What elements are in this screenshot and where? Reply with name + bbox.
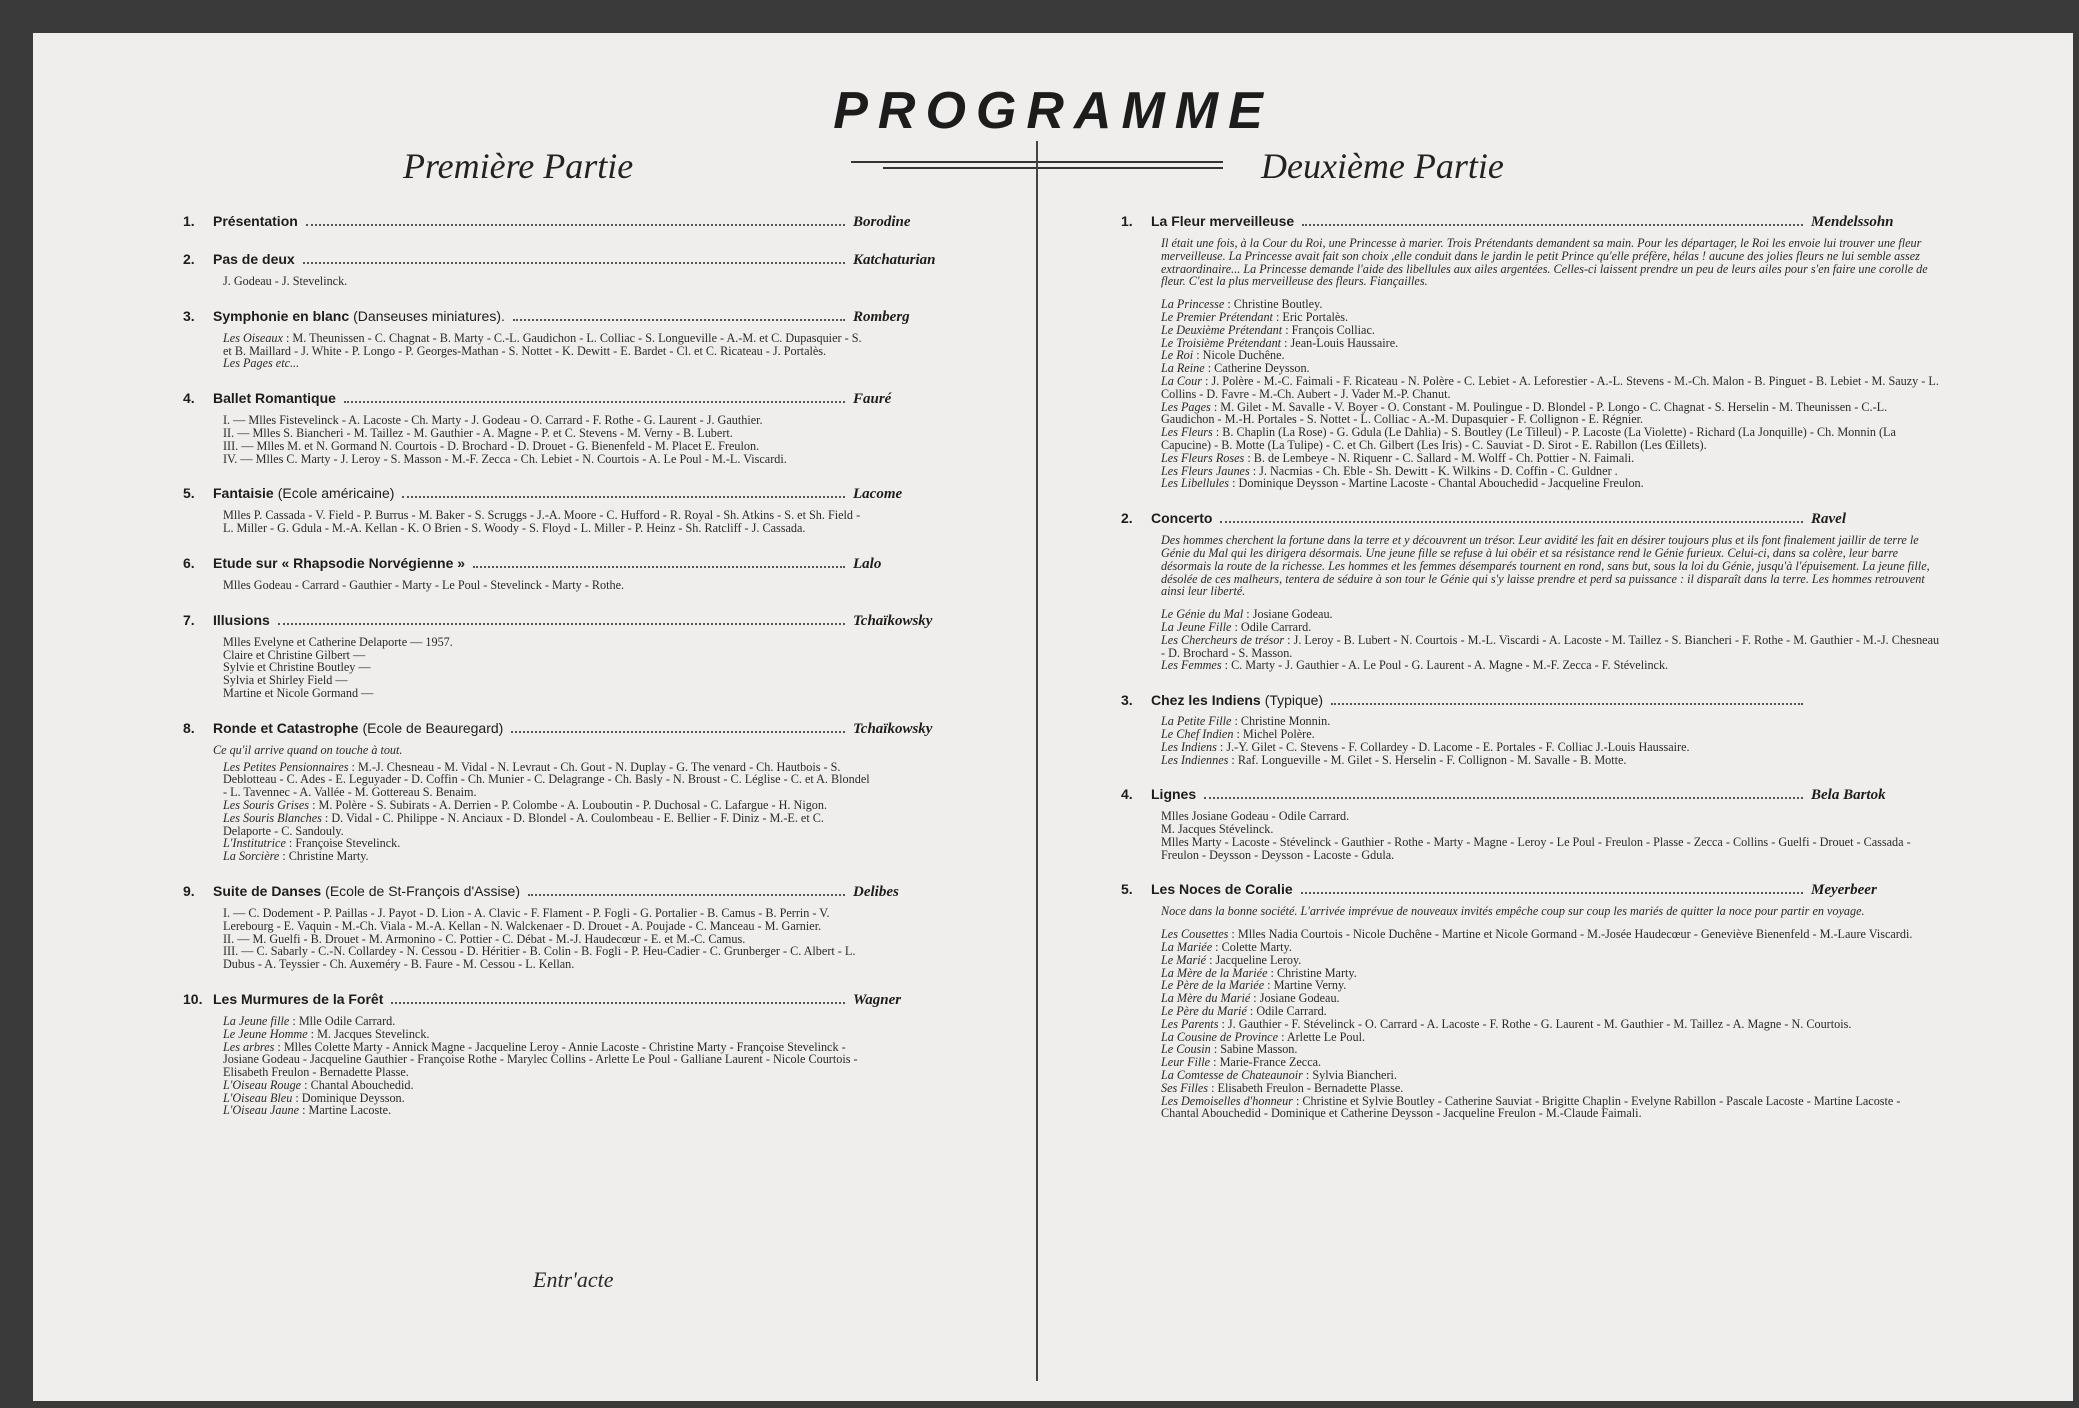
- cast-line: [223, 945, 873, 971]
- item-subtitle: (Ecole de St-François d'Assise): [325, 882, 521, 899]
- cast-names: III. — C. Sabarly - C.-N. Collardey - N. Cessou - D. Héritier - B. Colin - B. Fogli - P. Heu-Cadier - C. Grunberger - C. Albert - L. Dubus - A. Teyssier - Ch. Auxeméry - B. Faure - M. Cessou - L. Kellan.: [223, 944, 856, 972]
- cast-names: : Jacqueline Leroy.: [1206, 952, 1302, 967]
- item-header: [183, 213, 983, 231]
- leader-dots: [528, 894, 845, 896]
- item-composer: Wagner: [853, 991, 902, 1008]
- item-number: 9.: [183, 882, 195, 899]
- cast-names: : D. Vidal - C. Philippe - N. Anciaux - D. Blondel - A. Coulombeau - E. Bellier - F. Diniz - M.-E. et C. Delaporte - C. Sandouly.: [223, 810, 824, 838]
- programme-item: [183, 251, 983, 288]
- cast-names: Claire et Christine Gilbert —: [223, 647, 366, 662]
- cast-names: : Raf. Longueville - M. Gilet - S. Herselin - F. Collignon - M. Savalle - B. Motte.: [1228, 752, 1627, 767]
- programme-item: [183, 308, 983, 370]
- leader-dots: [391, 1002, 845, 1004]
- item-number: 3.: [183, 307, 195, 324]
- item-body: [223, 509, 873, 535]
- cast-role: Les Libellules: [1161, 476, 1230, 491]
- cast-role: La Mère du Marié: [1161, 991, 1251, 1006]
- cast-role: Les Parents: [1161, 1016, 1219, 1031]
- cast-role: Les Chercheurs de trésor: [1161, 632, 1285, 647]
- item-body: [223, 636, 873, 700]
- cast-role: Les Indiennes: [1161, 752, 1229, 767]
- cast-line: [1161, 659, 1941, 672]
- cast-names: : Marie-France Zecca.: [1210, 1055, 1322, 1070]
- cast-role: Le Chef Indien: [1161, 726, 1234, 741]
- item-number: 4.: [1121, 786, 1133, 803]
- item-title: Chez les Indiens: [1151, 692, 1261, 709]
- cast-names: : Mlle Odile Carrard.: [289, 1013, 396, 1028]
- programme-item: [183, 485, 983, 535]
- cast-names: M. Jacques Stévelinck.: [1161, 822, 1274, 837]
- item-title: Etude sur « Rhapsodie Norvégienne »: [213, 554, 466, 571]
- cast-names: : Christine Boutley.: [1224, 297, 1323, 312]
- cast-role: Les Petites Pensionnaires: [223, 759, 349, 774]
- cast-role: Leur Fille: [1161, 1055, 1211, 1070]
- cast-names: : Dominique Deysson.: [292, 1090, 405, 1105]
- programme-item: [1121, 881, 1941, 1120]
- cast-names: : Françoise Stevelinck.: [285, 836, 401, 851]
- cast-role: La Jeune fille: [223, 1013, 290, 1028]
- item-header: [183, 555, 983, 573]
- cast-line: [1161, 754, 1941, 767]
- item-number: 3.: [1121, 692, 1133, 709]
- cast-role: Le Génie du Mal: [1161, 607, 1244, 622]
- item-number: 10.: [183, 990, 203, 1007]
- cast-line: [223, 907, 873, 933]
- cast-line: [223, 687, 873, 700]
- cast-role: La Sorcière: [223, 849, 280, 864]
- item-composer: Romberg: [853, 308, 910, 325]
- cast-role: La Cour: [1161, 373, 1202, 388]
- premiere-partie-heading: Première Partie: [403, 146, 634, 186]
- programme-item: [183, 390, 983, 465]
- cast-names: : M. Theunissen - C. Chagnat - B. Marty - C.-L. Gaudichon - L. Colliac - S. Longueville - A.-M. et C. Dupasquier - S. et B. Maillard - J. White - P. Longo - P. Georges-Mathan - S. Nottet - K. Dewitt - E. Bardet - Cl. et C. Ricateau - J. Portalès.: [223, 330, 862, 358]
- item-header: [183, 251, 983, 269]
- cast-role: Le Deuxième Prétendant: [1161, 322, 1283, 337]
- programme-item: [1121, 510, 1941, 672]
- cast-names: : Nicole Duchêne.: [1193, 348, 1285, 363]
- item-body: [1161, 810, 1941, 861]
- item-subtitle: (Typique): [1264, 692, 1324, 709]
- cast-role: Le Roi: [1161, 348, 1194, 363]
- item-header: [183, 612, 983, 630]
- cast-names: Mlles Marty - Lacoste - Stévelinck - Gauthier - Rothe - Marty - Magne - Leroy - Le Poul - Freulon - Plasse - Zecca - Collins - Guelfi - Drouet - Cassada - Freulon - Deysson - Deysson - Lacoste - Gdula.: [1161, 834, 1911, 862]
- deuxieme-partie-items: [1121, 213, 1941, 1120]
- cast-names: Mlles P. Cassada - V. Field - P. Burrus - M. Baker - S. Scruggs - J.-A. Moore - C. Hufford - R. Royal - Sh. Atkins - S. et Sh. Field - L. Miller - G. Gdula - M.-A. Kellan - K. O Brien - S. Woody - S. Floyd - L. Miller - P. Heinz - Sh. Ratcliff - J. Cassada.: [223, 508, 861, 536]
- cast-names: : M. Polère - S. Subirats - A. Derrien - P. Colombe - A. Louboutin - P. Duchosal - C. Lafargue - H. Nigon.: [309, 797, 828, 812]
- cast-role: Le Jeune Homme: [223, 1026, 308, 1041]
- cast-line: [1161, 401, 1941, 427]
- cast-role: Les Cousettes: [1161, 927, 1229, 942]
- item-composer: Fauré: [853, 391, 892, 408]
- item-title: Ballet Romantique: [213, 390, 336, 407]
- leader-dots: [1301, 892, 1803, 894]
- item-title: La Fleur merveilleuse: [1151, 213, 1295, 229]
- column-divider: [1036, 141, 1038, 1381]
- cast-names: : J. Polère - M.-C. Faimali - F. Ricateau - N. Polère - C. Lebiet - A. Leforestier - A.-L. Stevens - M.-Ch. Malon - B. Pinguet - B. Lebiet - M. Sauzy - L. Collins - D. Favre - M.-Ch. Aubert - J. Vader M.-P. Chanut.: [1161, 373, 1939, 401]
- cast-line: [1161, 1095, 1941, 1121]
- cast-names: : Catherine Deysson.: [1204, 361, 1310, 376]
- item-title: Présentation: [213, 213, 298, 229]
- item-body: [223, 332, 873, 370]
- cast-line: [1161, 836, 1941, 862]
- item-number: 8.: [183, 719, 195, 736]
- cast-role: L'Institutrice: [223, 836, 286, 851]
- deuxieme-partie-heading: Deuxième Partie: [1261, 146, 1504, 186]
- cast-line: [223, 453, 873, 466]
- item-body: [223, 414, 873, 465]
- item-title: Symphonie en blanc: [213, 307, 350, 324]
- item-subtitle: (Ecole américaine): [277, 485, 395, 502]
- cast-names: : Eric Portalès.: [1272, 309, 1349, 324]
- cast-role: La Mère de la Mariée: [1161, 965, 1268, 980]
- item-body: [213, 742, 873, 864]
- item-composer: Delibes: [853, 883, 899, 900]
- programme-item: [183, 991, 983, 1117]
- item-composer: Tchaïkowsky: [853, 720, 933, 737]
- cast-names: : Odile Carrard.: [1246, 1004, 1327, 1019]
- cast-role: Le Père du Marié: [1161, 1004, 1247, 1019]
- cast-role: La Cousine de Province: [1161, 1029, 1279, 1044]
- cast-role: Le Père de la Mariée: [1161, 978, 1265, 993]
- item-composer: Lalo: [853, 555, 882, 572]
- item-header: [1121, 213, 1941, 231]
- item-title: Suite de Danses: [213, 882, 322, 899]
- cast-names: : M. Jacques Stevelinck.: [307, 1026, 430, 1041]
- cast-role: La Petite Fille: [1161, 714, 1232, 729]
- cast-names: : Jean-Louis Haussaire.: [1281, 335, 1399, 350]
- item-header: [1121, 510, 1941, 528]
- cast-role: La Reine: [1161, 361, 1205, 376]
- cast-names: III. — Mlles M. et N. Gormand N. Courtois - D. Brochard - D. Drouet - G. Bienenfeld - M. Placet E. Freulon.: [223, 438, 760, 453]
- item-body: [1161, 534, 1941, 672]
- item-body: [223, 579, 873, 592]
- cast-role: La Comtesse de Chateaunoir: [1161, 1068, 1303, 1083]
- cast-names: : Martine Lacoste.: [299, 1103, 392, 1118]
- cast-role: Les Souris Blanches: [223, 810, 322, 825]
- cast-line: [223, 761, 873, 799]
- cast-role: Le Cousin: [1161, 1042, 1211, 1057]
- item-composer: Tchaïkowsky: [853, 612, 933, 629]
- cast-names: : Mlles Nadia Courtois - Nicole Duchêne - Martine et Nicole Gormand - M.-Josée Haudecœur - Geneviève Bienenfeld - M.-Laure Viscardi.: [1228, 927, 1913, 942]
- item-body: [223, 1015, 873, 1117]
- cast-role: Les Fleurs Jaunes: [1161, 463, 1250, 478]
- cast-role: L'Oiseau Bleu: [223, 1090, 293, 1105]
- item-number: 2.: [183, 251, 195, 267]
- cast-names: II. — M. Guelfi - B. Drouet - M. Armonino - C. Pottier - C. Débat - M.-J. Haudecœur - E. et M.-C. Camus.: [223, 931, 746, 946]
- programme-item: [183, 883, 983, 971]
- cast-line: [223, 850, 873, 863]
- cast-names: Mlles Godeau - Carrard - Gauthier - Marty - Le Poul - Stevelinck - Marty - Rothe.: [223, 577, 625, 592]
- programme-item: [183, 720, 983, 863]
- cast-role: Le Marié: [1161, 952, 1207, 967]
- cast-role: Les Indiens: [1161, 739, 1217, 754]
- item-title: Pas de deux: [213, 251, 295, 267]
- item-title: Fantaisie: [213, 485, 274, 502]
- leader-dots: [1220, 521, 1803, 523]
- item-composer: Katchaturian: [853, 252, 936, 268]
- item-subtitle: (Danseuses miniatures).: [353, 307, 505, 324]
- cast-role: Les Pages etc...: [223, 356, 300, 371]
- cast-names: : J. Nacmias - Ch. Eble - Sh. Dewitt - K. Wilkins - D. Coffin - C. Guldner .: [1249, 463, 1618, 478]
- item-composer: Lacome: [853, 486, 903, 503]
- item-body: [1161, 715, 1941, 766]
- cast-role: Le Troisième Prétendant: [1161, 335, 1282, 350]
- cast-line: [1161, 375, 1941, 401]
- cast-names: I. — Mlles Fistevelinck - A. Lacoste - Ch. Marty - J. Godeau - O. Carrard - F. Rothe - G. Laurent - J. Gauthier.: [223, 413, 763, 428]
- cast-line: [1161, 426, 1941, 452]
- cast-names: : Odile Carrard.: [1231, 619, 1312, 634]
- programme-item: [1121, 692, 1941, 766]
- item-header: [183, 390, 983, 408]
- programme-item: [183, 213, 983, 231]
- cast-names: : Christine Marty.: [1267, 965, 1357, 980]
- cast-role: La Mariée: [1161, 940, 1213, 955]
- cast-names: : Martine Verny.: [1264, 978, 1347, 993]
- cast-names: : Mlles Colette Marty - Annick Magne - Jacqueline Leroy - Annie Lacoste - Christine Marty - Françoise Stevelinck - Josiane Godeau - Jacqueline Gauthier - Françoise Rothe - Marylec Collins - Arlette Le Poul - Galliane Laurent - Nicole Courtois - Elisabeth Freulon - Bernadette Plasse.: [223, 1039, 858, 1080]
- item-header: [183, 720, 983, 738]
- cast-names: : Christine Marty.: [279, 849, 369, 864]
- programme-item: [183, 612, 983, 700]
- cast-names: IV. — Mlles C. Marty - J. Leroy - S. Masson - M.-F. Zecca - Ch. Lebiet - N. Courtois - A. Le Poul - M.-L. Viscardi.: [223, 451, 787, 466]
- cast-role: Les arbres: [223, 1039, 275, 1054]
- entracte-label: Entr'acte: [533, 1267, 614, 1292]
- programme-title: PROGRAMME: [833, 82, 1273, 140]
- item-header: [1121, 692, 1941, 709]
- cast-names: : M. Gilet - M. Savalle - V. Boyer - O. Constant - M. Poulingue - D. Blondel - P. Longo - C. Chagnat - S. Herselin - M. Theunissen - C.-L. Gaudichon - M.-H. Portales - S. Nottet - L. Colliac - A.-M. Dupasquier - F. Collignon - E. Régnier.: [1161, 399, 1888, 427]
- cast-names: : Josiane Godeau.: [1250, 991, 1340, 1006]
- cast-names: J. Godeau - J. Stevelinck.: [223, 274, 348, 288]
- cast-line: [223, 332, 873, 358]
- item-title: Les Noces de Coralie: [1151, 881, 1293, 898]
- leader-dots: [278, 623, 845, 625]
- programme-item: [1121, 786, 1941, 861]
- item-note: Ce qu'il arrive quand on touche à tout.: [213, 742, 403, 757]
- leader-dots: [1331, 703, 1803, 705]
- leader-dots: [402, 496, 845, 498]
- item-synopsis: Il était une fois, à la Cour du Roi, une Princesse à marier. Trois Prétendants demandent sa main. Pour les départager, le Roi les envoie lui trouver une fleur merveilleuse. La Princesse avait fait son choix ,elle conduit dans le jardin le petit Prince qu'elle préfère, hélas ! aucune des jolies fleurs ne lui semble assez extraordinaire... La Princesse demande l'aide des libellules aux ailes argentées. Celles-ci laissent prendre un peu de leurs ailes pour s'en faire une corolle de fleur. C'est la plus merveilleuse des fleurs. Fiançailles.: [1161, 236, 1928, 289]
- deuxieme-partie-column: [1121, 145, 1941, 1140]
- cast-names: : Christine et Sylvie Boutley - Catherine Sauviat - Brigitte Chaplin - Evelyne Rabillon - Pascale Lacoste - Martine Lacoste - Chantal Abouchedid - Dominique et Catherine Deysson - Jacqueline Freulon - M.-Claude Faimali.: [1161, 1093, 1901, 1121]
- cast-role: Le Premier Prétendant: [1161, 309, 1273, 324]
- cast-names: : B. de Lembeye - N. Riquenr - C. Sallard - M. Wolff - Ch. Pottier - N. Faimali.: [1244, 450, 1635, 465]
- premiere-partie-items: [183, 213, 983, 1117]
- item-header: [183, 991, 983, 1009]
- cast-names: : J. Gauthier - F. Stévelinck - O. Carrard - A. Lacoste - F. Rothe - G. Laurent - M. Gauthier - M. Taillez - A. Magne - N. Courtois.: [1218, 1016, 1852, 1031]
- programme-item: [183, 555, 983, 592]
- programme-sheet: [33, 33, 2073, 1401]
- cast-line: [223, 1041, 873, 1079]
- cast-names: : Colette Marty.: [1212, 940, 1292, 955]
- cast-role: Ses Filles: [1161, 1080, 1209, 1095]
- programme-item: [1121, 213, 1941, 490]
- item-body: [1161, 905, 1941, 1120]
- cast-names: Martine et Nicole Gormand —: [223, 685, 374, 700]
- item-composer: Meyerbeer: [1811, 882, 1877, 899]
- cast-line: [223, 357, 873, 370]
- cast-role: Les Souris Grises: [223, 797, 310, 812]
- cast-names: : Christine Monnin.: [1231, 714, 1331, 729]
- cast-names: : M.-J. Chesneau - M. Vidal - N. Levraut - Ch. Gout - N. Duplay - G. The venard - Ch. Hautbois - S. Deblotteau - C. Ades - E. Leguyader - D. Coffin - Ch. Munier - C. Delagrange - Ch. Basly - N. Broust - C. Léglise - C. et A. Blondel - L. Tavennec - A. Vallée - M. Gottereau S. Benaim.: [223, 759, 870, 800]
- leader-dots: [1302, 224, 1803, 226]
- cast-line: [1161, 477, 1941, 490]
- cast-role: Les Fleurs Roses: [1161, 450, 1245, 465]
- cast-role: Les Demoiselles d'honneur: [1161, 1093, 1293, 1108]
- item-composer: Ravel: [1811, 511, 1846, 528]
- item-composer: Borodine: [853, 214, 911, 230]
- item-number: 6.: [183, 554, 195, 571]
- leader-dots: [473, 566, 845, 568]
- item-body: [223, 275, 873, 288]
- leader-dots: [513, 319, 845, 321]
- item-header: [1121, 881, 1941, 899]
- cast-names: Mlles Josiane Godeau - Odile Carrard.: [1161, 809, 1350, 824]
- cast-names: Sylvie et Christine Boutley —: [223, 660, 371, 675]
- item-number: 5.: [1121, 881, 1133, 898]
- item-number: 1.: [1121, 213, 1133, 229]
- item-title: Concerto: [1151, 510, 1213, 527]
- item-body: [223, 907, 873, 971]
- cast-names: : Dominique Deysson - Martine Lacoste - Chantal Abouchedid - Jacqueline Freulon.: [1229, 476, 1644, 491]
- item-number: 2.: [1121, 510, 1133, 527]
- item-title: Lignes: [1151, 786, 1197, 803]
- item-number: 4.: [183, 390, 195, 407]
- cast-names: : C. Marty - J. Gauthier - A. Le Poul - G. Laurent - A. Magne - M.-F. Zecca - F. Stévelinck.: [1221, 658, 1669, 673]
- item-synopsis: Noce dans la bonne société. L'arrivée imprévue de nouveaux invités empêche coup sur coup les mariés de quitter la noce pour partir en voyage.: [1161, 904, 1865, 919]
- item-header: [1121, 786, 1941, 804]
- cast-line: [1161, 810, 1941, 823]
- leader-dots: [306, 224, 845, 226]
- cast-names: Sylvia et Shirley Field —: [223, 673, 348, 688]
- cast-names: Mlles Evelyne et Catherine Delaporte — 1957.: [223, 634, 453, 649]
- cast-names: : François Colliac.: [1282, 322, 1375, 337]
- cast-role: Les Fleurs: [1161, 425, 1213, 440]
- cast-names: : Chantal Abouchedid.: [301, 1077, 414, 1092]
- cast-line: [1161, 634, 1941, 660]
- cast-role: L'Oiseau Rouge: [223, 1077, 302, 1092]
- item-body: [1161, 237, 1941, 490]
- leader-dots: [344, 401, 845, 403]
- cast-names: : Michel Polère.: [1233, 726, 1315, 741]
- item-composer: Bela Bartok: [1811, 787, 1886, 804]
- premiere-partie-column: [183, 145, 983, 1137]
- item-number: 7.: [183, 611, 195, 628]
- cast-names: : B. Chaplin (La Rose) - G. Gdula (Le Dahlia) - S. Boutley (Le Tilleul) - P. Lacoste (La Violette) - Richard (La Jonquille) - Ch. Monnin (La Capucine) - B. Motte (La Tulipe) - C. et Ch. Gilbert (Les Iris) - C. Sauviat - D. Sirot - E. Rabillon (Les Œillets).: [1161, 425, 1896, 452]
- cast-names: : J. Leroy - B. Lubert - N. Courtois - M.-L. Viscardi - A. Lacoste - M. Taillez - S. Biancheri - F. Rothe - M. Gauthier - M.-J. Chesneau - D. Brochard - S. Masson.: [1161, 632, 1940, 660]
- cast-role: Les Oiseaux: [223, 330, 283, 345]
- item-number: 5.: [183, 485, 195, 502]
- cast-role: Les Femmes: [1161, 658, 1222, 673]
- cast-line: [223, 509, 873, 535]
- cast-role: Les Pages: [1161, 399, 1211, 414]
- cast-line: [223, 579, 873, 592]
- item-title: Illusions: [213, 611, 270, 628]
- cast-names: : Josiane Godeau.: [1243, 607, 1333, 622]
- item-title: Ronde et Catastrophe: [213, 719, 359, 736]
- cast-names: : J.-Y. Gilet - C. Stevens - F. Collardey - D. Lacome - E. Portales - F. Colliac J.-Louis Haussaire.: [1216, 739, 1690, 754]
- leader-dots: [303, 262, 845, 264]
- item-synopsis: Des hommes cherchent la fortune dans la terre et y découvrent un trésor. Leur avidité les fait en désirer toujours plus et ils font finalement jaillir de terre le Génie du Mal qui les dirigera désormais. Une jeune fille se refuse à lui obéir et sa résistance rend le Génie furieux. Celui-ci, dans sa colère, leur barre désormais la route de la richesse. Les hommes et les femmes désemparés tournent en rond, sans but, sous la loi du Génie, jusqu'à l'épuisement. La jeune fille, désolée de ces malheurs, tentera de séduire à son tour le Génie qui s'y laisse prendre et perd sa puissance : il disparaît dans la terre. Les hommes retrouvent ainsi leur liberté.: [1161, 533, 1930, 599]
- item-number: 1.: [183, 213, 195, 229]
- cast-role: La Princesse: [1161, 297, 1225, 312]
- leader-dots: [1204, 797, 1803, 799]
- cast-names: : Sabine Masson.: [1210, 1042, 1298, 1057]
- item-subtitle: (Ecole de Beauregard): [362, 719, 504, 736]
- item-header: [183, 485, 983, 503]
- item-title: Les Murmures de la Forêt: [213, 990, 384, 1007]
- cast-names: I. — C. Dodement - P. Paillas - J. Payot - D. Lion - A. Clavic - F. Flament - P. Fogli - G. Portalier - B. Camus - B. Perrin - V. Lerebourg - E. Vaquin - M.-Ch. Viala - M.-A. Kellan - N. Walckenaer - D. Drouet - A. Poujade - C. Manceau - M. Garnier.: [223, 905, 830, 933]
- cast-names: : Elisabeth Freulon - Bernadette Plasse.: [1208, 1080, 1404, 1095]
- item-header: [183, 883, 983, 901]
- cast-names: II. — Mlles S. Biancheri - M. Taillez - M. Gauthier - A. Magne - P. et C. Stevens - M. Verny - B. Lubert.: [223, 425, 733, 440]
- cast-names: : Sylvia Biancheri.: [1302, 1068, 1397, 1083]
- cast-line: [223, 812, 873, 838]
- cast-line: [223, 275, 873, 288]
- leader-dots: [511, 731, 845, 733]
- item-composer: Mendelssohn: [1811, 214, 1894, 230]
- cast-role: La Jeune Fille: [1161, 619, 1232, 634]
- cast-line: [223, 1104, 873, 1117]
- item-header: [183, 308, 983, 326]
- cast-names: : Arlette Le Poul.: [1278, 1029, 1366, 1044]
- cast-role: L'Oiseau Jaune: [223, 1103, 300, 1118]
